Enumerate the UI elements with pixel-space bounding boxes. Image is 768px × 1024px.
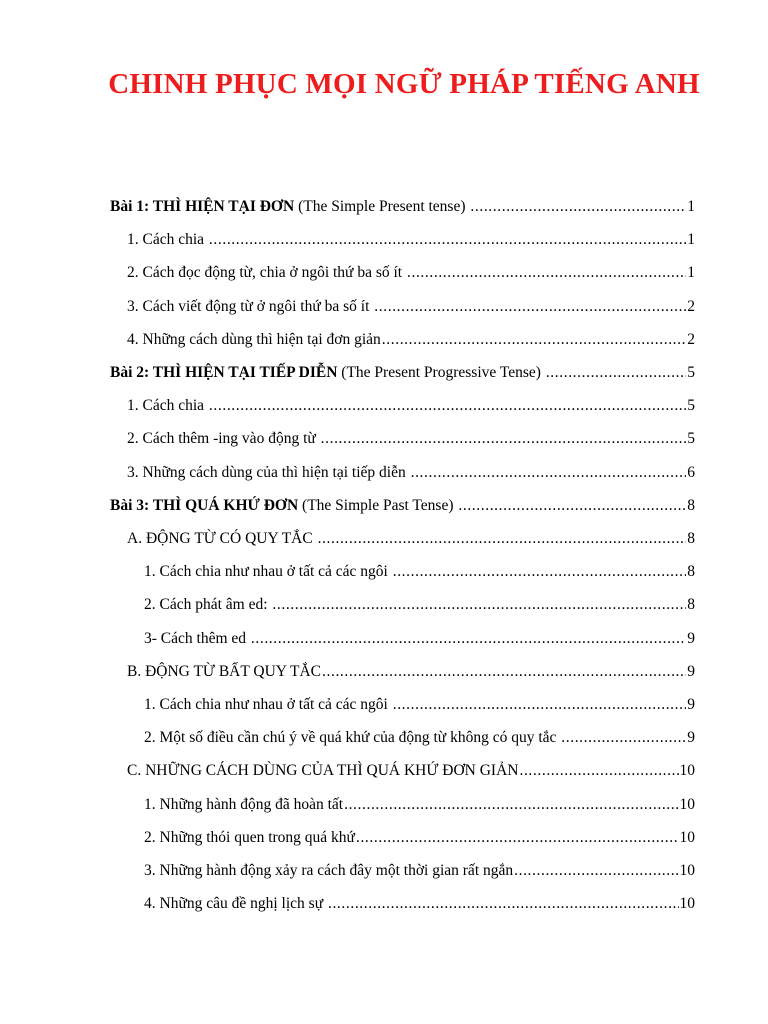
toc-entry[interactable] [144,826,695,850]
toc-entry-title [144,892,327,916]
dot-leader [519,759,678,783]
dot-leader [321,427,687,451]
dot-leader [272,593,686,617]
toc-entry-title [127,660,321,684]
toc-page-number: 9 [687,662,695,680]
toc-entry[interactable] [127,328,695,352]
toc-page-number: 5 [687,430,695,448]
dot-leader [356,826,679,850]
toc-entry[interactable] [144,726,695,750]
dot-leader [546,361,686,385]
dot-leader [251,627,686,651]
toc-entry[interactable] [127,394,695,418]
toc-entry-label: B. ĐỘNG TỪ BẤT QUY TẮC [127,662,322,680]
toc-entry-label: (The Simple Past Tense) [298,496,458,514]
toc-lesson-heading: Bài 2: THÌ HIỆN TẠI TIẾP DIỄN [110,364,338,381]
toc-entry-label: 4. Những cách dùng thì hiện tại đơn giản [127,330,381,348]
dot-leader [209,394,686,418]
toc-entry-label: 3. Cách viết động từ ở ngôi thứ ba số ít [127,297,374,315]
toc-entry-label: 2. Cách phát âm ed: [144,596,272,614]
toc-entry-title [127,328,381,352]
toc-entry-title [110,361,545,385]
dot-leader [344,793,678,817]
toc-entry-title [144,826,355,850]
dot-leader [458,494,686,518]
toc-entry[interactable] [127,527,695,551]
toc-entry[interactable] [127,759,695,783]
toc-entry-label: 1. Cách chia như nhau ở tất cả các ngôi [144,563,392,581]
dot-leader [328,892,679,916]
dot-leader [470,195,686,219]
dot-leader [374,295,686,319]
toc-entry[interactable] [144,627,695,651]
toc-page-number: 9 [687,729,695,747]
toc-entry[interactable] [127,461,695,485]
dot-leader [382,328,686,352]
toc-entry-title [110,195,469,219]
dot-leader [393,560,687,584]
toc-entry-label: 4. Những câu đề nghị lịch sự [144,895,327,913]
toc-entry-title [144,593,271,617]
toc-entry-label: (The Present Progressive Tense) [337,364,545,381]
toc-entry-title [127,295,373,319]
toc-entry-label: (The Simple Present tense) [294,198,470,215]
dot-leader [318,527,687,551]
toc-page-number: 2 [687,297,695,315]
toc-entry[interactable] [144,593,695,617]
dot-leader [407,261,686,285]
dot-leader [322,660,686,684]
dot-leader [393,693,687,717]
toc-page-number: 2 [687,330,695,348]
toc-page-number: 8 [687,530,695,547]
toc-lesson-heading: Bài 3: THÌ QUÁ KHỨ ĐƠN [110,496,299,514]
toc-entry-title [127,527,317,551]
toc-entry-title [127,427,320,451]
toc-entry-label: 3. Những hành động xảy ra cách đây một thời gian rất ngắn [144,862,514,879]
toc-entry[interactable] [144,693,695,717]
toc-page-number: 5 [687,364,695,381]
toc-entry-title [127,759,518,783]
toc-entry[interactable] [144,560,695,584]
toc-entry-label: 1. Cách chia [127,231,208,249]
toc-entry-title [127,261,406,285]
toc-lesson-heading: Bài 1: THÌ HIỆN TẠI ĐƠN [110,198,295,215]
toc-entry-label: 1. Cách chia [127,397,208,415]
toc-entry[interactable] [127,427,695,451]
toc-page-number: 8 [687,496,695,514]
toc-entry-title [127,228,208,252]
toc-entry-label: 1. Những hành động đã hoàn tất [144,795,344,813]
toc-entry-title [144,693,392,717]
toc-entry[interactable] [144,892,695,916]
dot-leader [411,461,687,485]
toc-entry-title [144,560,392,584]
toc-entry[interactable] [110,494,695,518]
toc-page-number: 10 [679,895,695,913]
toc-page-number: 5 [687,397,695,415]
toc-page-number: 1 [687,231,695,249]
toc-entry[interactable] [144,859,695,883]
toc-page-number: 10 [679,828,695,846]
dot-leader [561,726,686,750]
toc-entry[interactable] [110,361,695,385]
toc-entry-label: 3- Cách thêm ed [144,629,250,647]
toc-entry-title [144,793,343,817]
toc-page-number: 9 [687,696,695,713]
toc-page-number: 8 [687,596,695,614]
toc-page-number: 10 [679,862,695,879]
toc-page-number: 10 [679,762,695,780]
dot-leader [209,228,686,252]
toc-entry[interactable] [144,793,695,817]
toc-page-number: 8 [687,563,695,581]
toc-entry[interactable] [127,295,695,319]
page-title: CHINH PHỤC MỌI NGỮ PHÁP TIẾNG ANH [108,68,700,100]
toc-entry[interactable] [127,261,695,285]
toc-page-number: 10 [679,795,695,813]
toc-entry-label: 2. Cách đọc động từ, chia ở ngôi thứ ba số ít [127,264,406,282]
toc-page-number: 1 [687,264,695,282]
toc-page-number: 6 [687,463,695,481]
toc-entry-label: 2. Một số điều cần chú ý về quá khứ của động từ không có quy tắc [144,729,561,747]
dot-leader [514,859,678,883]
toc-entry-title [110,494,457,518]
toc-entry[interactable] [127,228,695,252]
toc-entry-title [127,461,410,485]
toc-entry-title [144,859,513,883]
toc-entry-label: 3. Những cách dùng của thì hiện tại tiếp diễn [127,463,410,481]
toc-entry-label: 2. Cách thêm -ing vào động từ [127,430,320,448]
toc-entry[interactable] [127,660,695,684]
toc-entry-label: 2. Những thói quen trong quá khứ [144,828,355,846]
toc-entry-title [144,627,250,651]
toc-entry-label: C. NHỮNG CÁCH DÙNG CỦA THÌ QUÁ KHỨ ĐƠN GIẢN [127,762,519,780]
toc-page-number: 1 [687,198,695,215]
toc-entry-label: A. ĐỘNG TỪ CÓ QUY TẮC [127,530,317,547]
toc-entry-label: 1. Cách chia như nhau ở tất cả các ngôi [144,696,392,713]
toc-entry-title [144,726,560,750]
toc-page-number: 9 [687,629,695,647]
toc-entry-title [127,394,208,418]
toc-entry[interactable] [110,195,695,219]
